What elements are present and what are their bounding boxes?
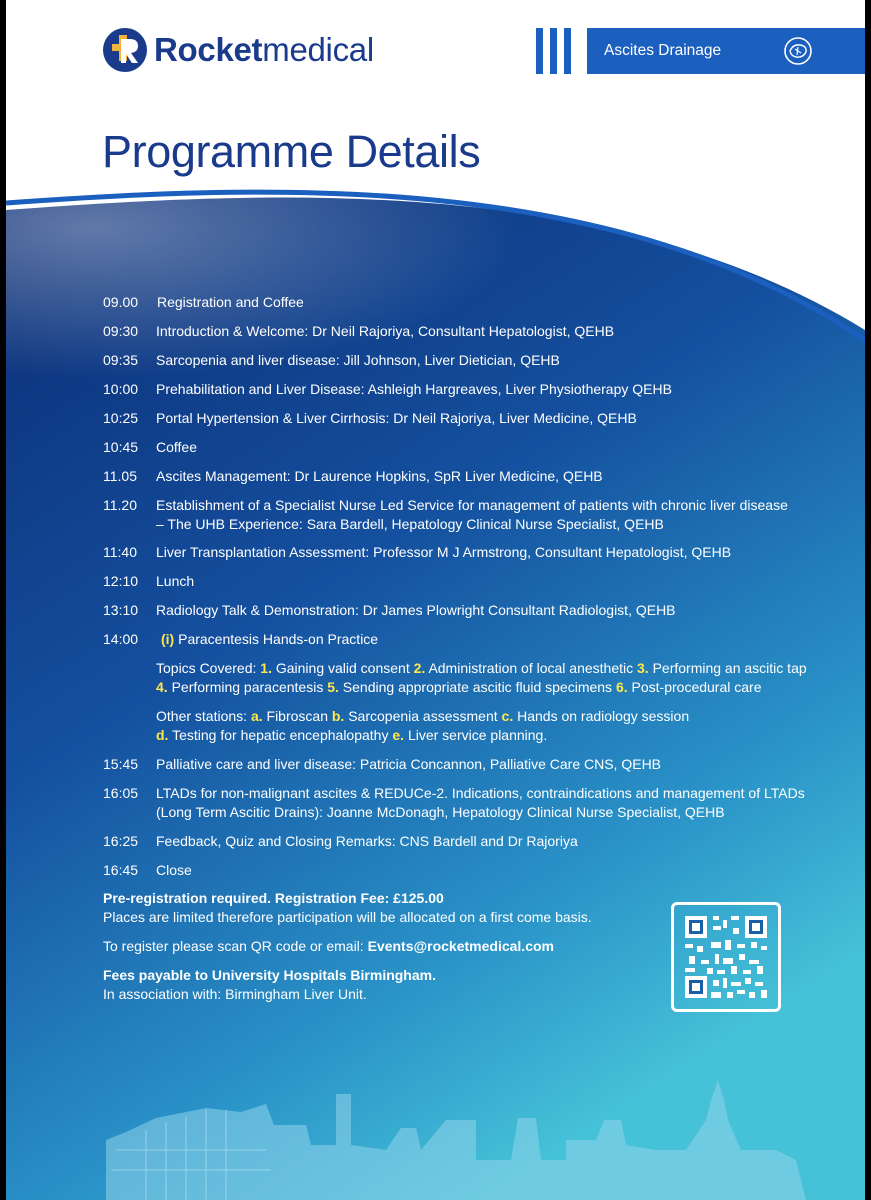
schedule-text: LTADs for non-malignant ascites & REDUCe-2. Indications, contraindications and management of LTADs [156,785,805,801]
liver-icon [783,36,813,66]
register-email-link[interactable]: Events@rocketmedical.com [367,938,554,954]
schedule-time: 10:25 [103,410,139,426]
topic-number: 1. [260,660,272,676]
schedule-text: Portal Hypertension & Liver Cirrhosis: Dr Neil Rajoriya, Liver Medicine, QEHB [156,410,637,426]
topic-text: Post-procedural care [631,679,762,695]
schedule-time: 16:05 [103,785,139,801]
schedule-text: Ascites Management: Dr Laurence Hopkins, SpR Liver Medicine, QEHB [156,468,603,484]
topic-number: 4. [156,679,168,695]
schedule-time: 15:45 [103,756,139,772]
session-marker: (i) [161,631,175,647]
register-instructions: To register please scan QR code or email: [103,938,364,954]
stations-label: Other stations: [156,708,248,724]
registration-qr-code[interactable] [671,902,781,1012]
programme-page [6,0,865,1200]
station-text: Testing for hepatic encephalopathy [172,727,389,743]
topic-text: Performing paracentesis [171,679,324,695]
station-letter: d. [156,727,169,743]
schedule-text: Palliative care and liver disease: Patricia Concannon, Palliative Care CNS, QEHB [156,756,662,772]
schedule-text-continued: (Long Term Ascitic Drains): Joanne McDonagh, Hepatology Clinical Nurse Specialist, QEHB [156,804,725,820]
schedule-text: Radiology Talk & Demonstration: Dr James Plowright Consultant Radiologist, QEHB [156,602,676,618]
schedule-time: 13:10 [103,602,139,618]
header-banner [587,28,865,74]
schedule-time: 10:45 [103,439,139,455]
topic-text: Gaining valid consent [275,660,410,676]
topic-number: 6. [615,679,628,695]
station-text: Hands on radiology session [517,708,690,724]
station-letter: e. [392,727,405,743]
schedule-text: Establishment of a Specialist Nurse Led Service for management of patients with chronic liver disease [156,497,788,513]
page-title: Programme Details [102,126,481,177]
station-letter: b. [331,708,345,724]
topic-text: Performing an ascitic tap [652,660,807,676]
schedule-time: 11.05 [103,468,137,484]
schedule-text: Paracentesis Hands-on Practice [178,631,379,647]
station-letter: a. [250,708,263,724]
station-letter: c. [501,708,514,724]
schedule-text: Liver Transplantation Assessment: Professor M J Armstrong, Consultant Hepatologist, QEHB [156,544,732,560]
schedule-text-continued: – The UHB Experience: Sara Bardell, Hepatology Clinical Nurse Specialist, QEHB [156,516,664,532]
topics-label: Topics Covered: [156,660,257,676]
background-graphic [6,0,865,1200]
topic-text: Administration of local anesthetic [428,660,634,676]
schedule-text: Feedback, Quiz and Closing Remarks: CNS Bardell and Dr Rajoriya [156,833,578,849]
schedule-text: Registration and Coffee [157,294,304,310]
schedule-time: 16:25 [103,833,139,849]
schedule-text: Sarcopenia and liver disease: Jill Johnson, Liver Dietician, QEHB [156,352,560,368]
banner-label: Ascites Drainage [604,42,722,59]
rocket-medical-logo-icon [102,27,148,73]
schedule-time: 09.00 [103,294,139,310]
schedule-text: Introduction & Welcome: Dr Neil Rajoriya, Consultant Hepatologist, QEHB [156,323,615,339]
preregistration-note: Pre-registration required. Registration Fee: £125.00 [103,890,444,906]
schedule-text: Lunch [156,573,195,589]
schedule-time: 10:00 [103,381,139,397]
topic-number: 2. [413,660,426,676]
brand-logo [102,26,374,74]
schedule-time: 12:10 [103,573,139,589]
topic-text: Sending appropriate ascitic fluid specimens [342,679,613,695]
registration-info [103,889,663,1004]
schedule-time: 14:00 [103,631,139,647]
schedule-time: 16:45 [103,862,139,878]
association-note: In association with: Birmingham Liver Unit. [103,986,367,1002]
qr-code-icon [685,916,767,998]
station-text: Sarcopenia assessment [348,708,498,724]
fees-note: Fees payable to University Hospitals Birmingham. [103,967,436,983]
schedule-text: Prehabilitation and Liver Disease: Ashleigh Hargreaves, Liver Physiotherapy QEHB [156,381,672,397]
topic-number: 5. [327,679,339,695]
schedule-text: Coffee [156,439,197,455]
station-text: Liver service planning. [407,727,548,743]
topic-number: 3. [637,660,649,676]
schedule-time: 09:35 [103,352,139,368]
schedule-time: 11:40 [103,544,137,560]
schedule-time: 11.20 [103,497,137,513]
header-stripes [536,28,571,74]
schedule-text: Close [156,862,192,878]
places-note: Places are limited therefore participation will be allocated on a first come basis. [103,909,592,925]
schedule-time: 09:30 [103,323,139,339]
brand-wordmark: Rocketmedical [154,31,374,68]
station-text: Fibroscan [266,708,328,724]
